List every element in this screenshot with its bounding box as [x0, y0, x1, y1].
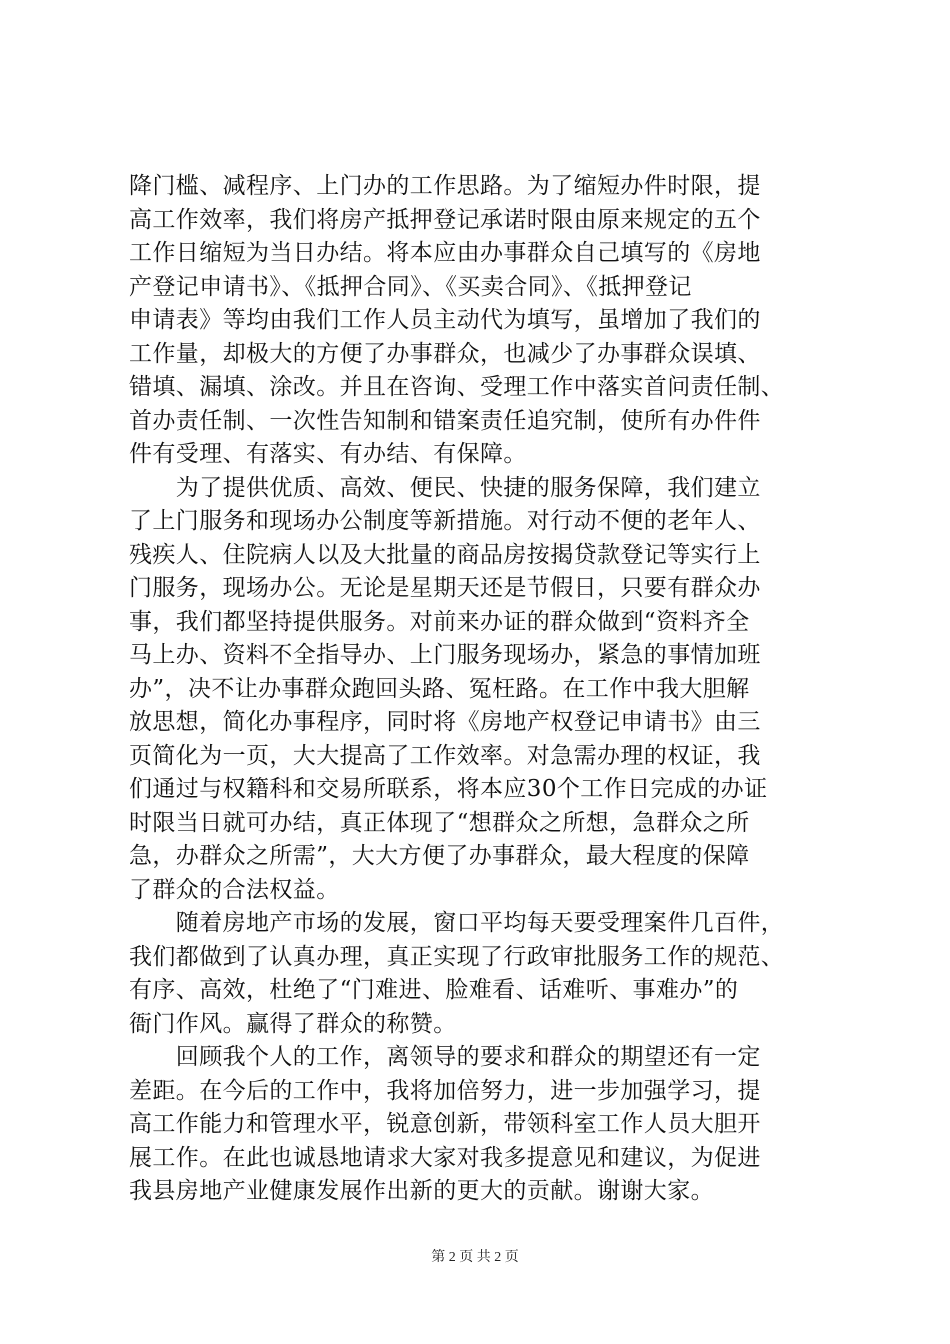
text-line: 工作日缩短为当日办结。将本应由办事群众自己填写的《房地	[129, 240, 761, 266]
text-line: 衙门作风。赢得了群众的称赞。	[129, 1010, 457, 1037]
text-line: 展工作。在此也诚恳地请求大家对我多提意见和建议，为促进	[129, 1144, 761, 1171]
text-line: 我们都做到了认真办理，真正实现了行政审批服务工作的规范、	[129, 943, 785, 970]
text-line: 们通过与权籍科和交易所联系，将本应30个工作日完成的办证	[129, 776, 768, 802]
text-line: 时限当日就可办结，真正体现了“想群众之所想，急群众之所	[129, 809, 750, 836]
text-line: 放思想，简化办事程序，同时将《房地产权登记申请书》由三	[129, 709, 761, 735]
text-line: 页简化为一页，大大提高了工作效率。对急需办理的权证，我	[129, 742, 761, 769]
text-line: 门服务，现场办公。无论是星期天还是节假日，只要有群众办	[129, 575, 761, 601]
text-line: 高工作能力和管理水平，锐意创新，带领科室工作人员大胆开	[129, 1111, 761, 1137]
text-line: 首办责任制、一次性告知制和错案责任追究制，使所有办件件	[129, 407, 761, 434]
text-line: 了上门服务和现场办公制度等新措施。对行动不便的老年人、	[129, 508, 761, 534]
text-line: 有序、高效，杜绝了“门难进、脸难看、话难听、事难办”的	[129, 977, 739, 1003]
text-line: 件有受理、有落实、有办结、有保障。	[129, 441, 527, 467]
text-line: 错填、漏填、涂改。并且在咨询、受理工作中落实首问责任制、	[129, 374, 785, 400]
text-line: 为了提供优质、高效、便民、快捷的服务保障，我们建立	[129, 474, 761, 501]
text-line: 差距。在今后的工作中，我将加倍努力，进一步加强学习，提	[129, 1077, 761, 1104]
document-body	[129, 170, 829, 1209]
text-line: 马上办、资料不全指导办、上门服务现场办，紧急的事情加班	[129, 642, 761, 668]
text-line: 申请表》等均由我们工作人员主动代为填写，虽增加了我们的	[129, 307, 761, 333]
text-line: 高工作效率，我们将房产抵押登记承诺时限由原来规定的五个	[129, 206, 761, 233]
text-line: 了群众的合法权益。	[129, 876, 340, 903]
text-line: 工作量，却极大的方便了办事群众，也减少了办事群众误填、	[129, 340, 761, 367]
text-line: 回顾我个人的工作，离领导的要求和群众的期望还有一定	[129, 1044, 761, 1070]
text-line: 降门槛、减程序、上门办的工作思路。为了缩短办件时限，提	[129, 173, 761, 199]
text-line: 我县房地产业健康发展作出新的更大的贡献。谢谢大家。	[129, 1178, 714, 1204]
text-line: 事，我们都坚持提供服务。对前来办证的群众做到“资料齐全	[129, 608, 750, 635]
page-footer: 第 2 页 共 2 页	[431, 1250, 519, 1265]
text-line: 办”，决不让办事群众跑回头路、冤枉路。在工作中我大胆解	[129, 675, 750, 702]
text-line: 产登记申请书》、《抵押合同》、《买卖合同》、《抵押登记	[129, 273, 692, 300]
text-line: 急，办群众之所需”，大大方便了办事群众，最大程度的保障	[129, 843, 750, 869]
text-line: 残疾人、住院病人以及大批量的商品房按揭贷款登记等实行上	[129, 541, 761, 568]
text-line: 随着房地产市场的发展，窗口平均每天要受理案件几百件，	[129, 910, 785, 936]
